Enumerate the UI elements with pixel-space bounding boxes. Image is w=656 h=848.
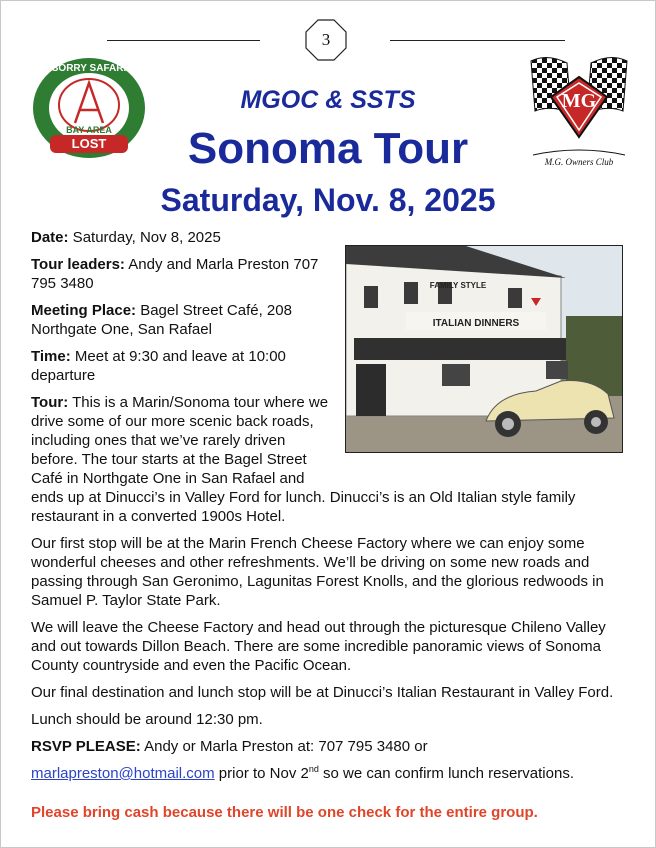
- rsvp-superscript: nd: [308, 764, 319, 774]
- meeting-label: Meeting Place:: [31, 302, 137, 319]
- meeting-value: Bagel Street Café, 208 Northgate One, San Rafael: [31, 302, 292, 338]
- paragraph-lunch-time: Lunch should be around 12:30 pm.: [31, 711, 263, 728]
- rsvp-email-line: [31, 764, 621, 783]
- paragraph-final-destination: Our final destination and lunch stop will be at Dinucci’s Italian Restaurant in Valley Ford.: [31, 684, 614, 701]
- paragraph-chileno-valley: We will leave the Cheese Factory and head out through the picturesque Chileno Valley and out towards Dillon Beach. There are some incredible panoramic views of Sonoma County countryside and even the Pacific Ocean.: [31, 619, 606, 674]
- body-text: [31, 228, 621, 830]
- logo-bottom-text: LOST: [71, 136, 107, 151]
- page-number-badge: [305, 19, 347, 61]
- date-line: [31, 228, 331, 247]
- org-heading: MGOC & SSTS: [240, 86, 416, 114]
- page-title: Sonoma Tour: [187, 124, 469, 173]
- photo-sign-main: ITALIAN DINNERS: [432, 318, 520, 329]
- paragraph-cheese-factory: Our first stop will be at the Marin French Cheese Factory where we can enjoy some wonderful cheeses and other refreshments. We’ll be driving on some new roads and passing through San Geronimo, Lagunitas Forest Knolls, and the glorious redwoods in Samuel P. Taylor State Park.: [31, 535, 604, 609]
- rsvp-after-email: prior to Nov 2: [214, 765, 309, 782]
- event-date-heading: Saturday, Nov. 8, 2025: [160, 182, 496, 218]
- meeting-line: [31, 301, 331, 339]
- tour-label: Tour:: [31, 394, 69, 411]
- email-link[interactable]: marlapreston@hotmail.com: [31, 765, 215, 782]
- rsvp-tail: so we can confirm lunch reservations.: [318, 765, 574, 782]
- photo-float-spacer: [331, 393, 621, 488]
- logo-badge-text: MG: [561, 90, 597, 112]
- tour-paragraph: [31, 393, 621, 526]
- logo-center-text: BAY AREA: [66, 125, 112, 135]
- photo-sign-top: FAMILY STYLE: [429, 281, 487, 290]
- time-label: Time:: [31, 348, 71, 365]
- time-line: [31, 347, 331, 385]
- leaders-label: Tour leaders:: [31, 256, 125, 273]
- page-number: 3: [321, 30, 331, 49]
- logo-top-text: SORRY SAFARI: [51, 63, 127, 74]
- header-rule-left: [107, 40, 260, 41]
- header-rule-right: [390, 40, 565, 41]
- leaders-line: [31, 255, 331, 293]
- leaders-value: Andy and Marla Preston 707 795 3480: [31, 256, 319, 292]
- logo-caption: M.G. Owners Club: [544, 157, 614, 167]
- rsvp-line: [31, 737, 621, 756]
- cash-warning: Please bring cash because there will be one check for the entire group.: [31, 804, 538, 821]
- date-label: Date:: [31, 229, 69, 246]
- time-value: Meet at 9:30 and leave at 10:00 departure: [31, 348, 286, 384]
- tour-value: This is a Marin/Sonoma tour where we drive some of our more scenic back roads, including ones that we’ve rarely driven before. The tour starts at the Bagel Street Café in Northgate One in San Rafael and ends up at Dinucci’s in Valley Ford for lunch. Dinucci’s is an Old Italian style family restaurant in a converted 1900s Hotel.: [31, 394, 576, 525]
- rsvp-value: Andy or Marla Preston at: 707 795 3480 or: [140, 738, 428, 755]
- date-value: Saturday, Nov 8, 2025: [68, 229, 221, 246]
- rsvp-label: RSVP PLEASE:: [31, 738, 141, 755]
